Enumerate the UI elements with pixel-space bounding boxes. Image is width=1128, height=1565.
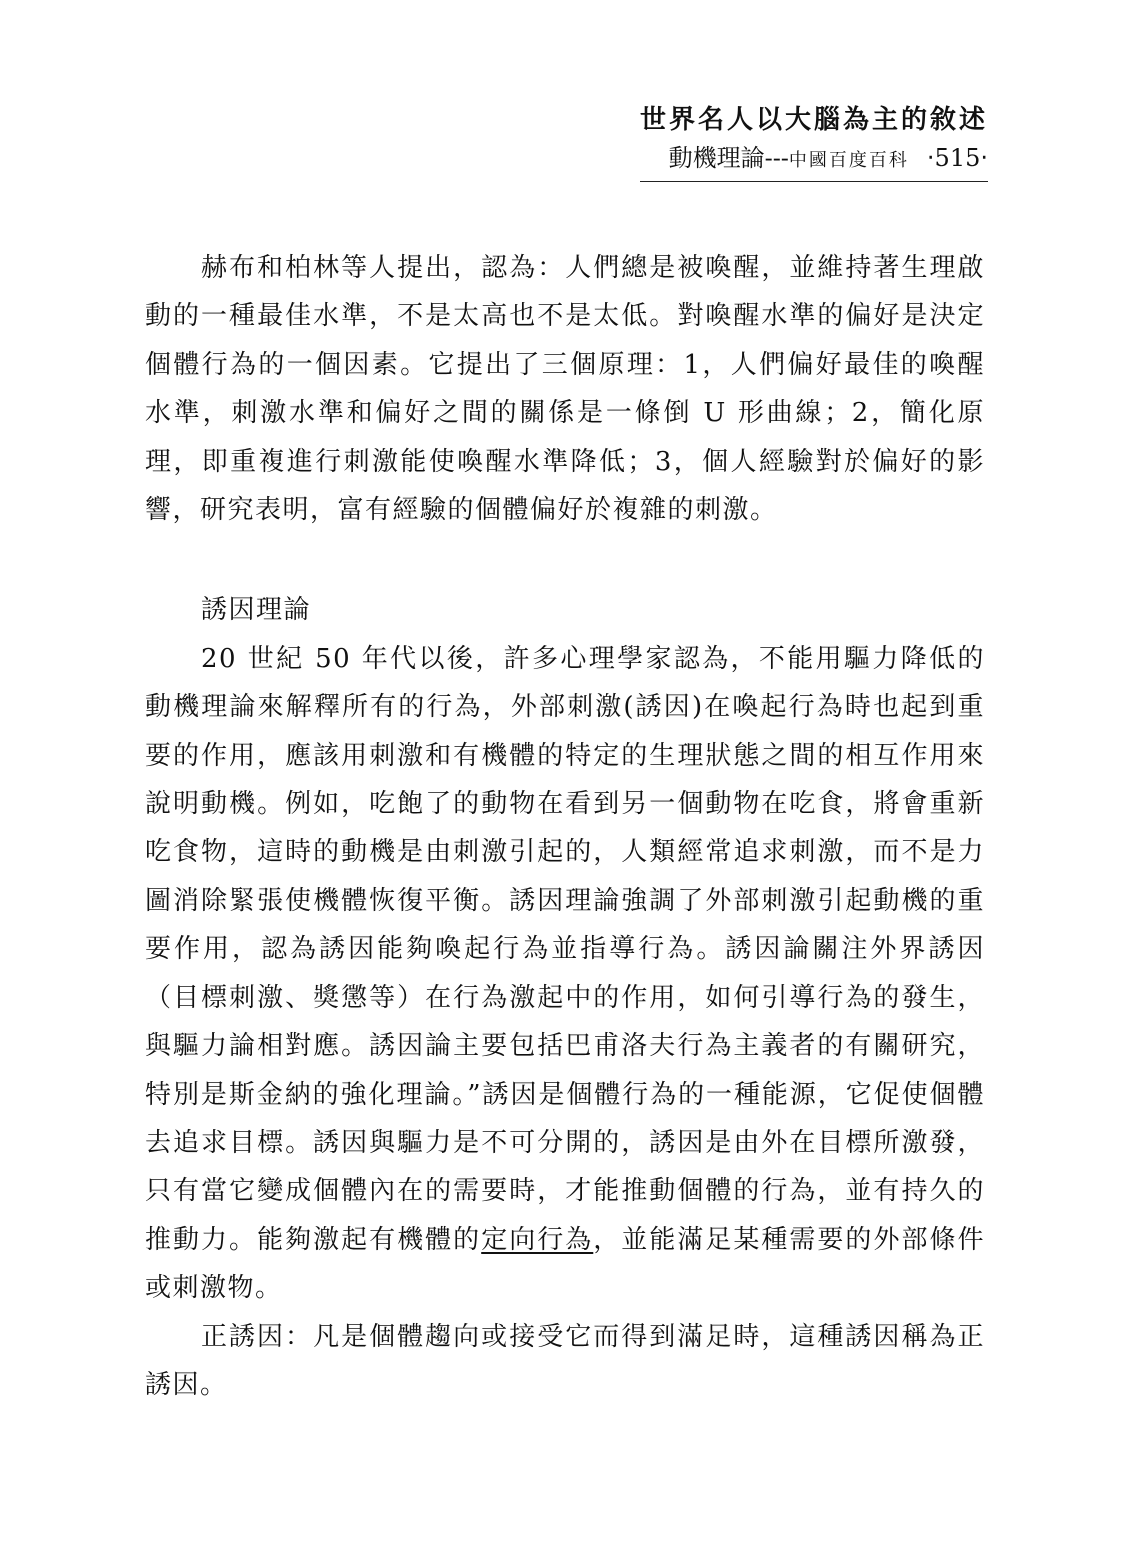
chapter-line — [640, 140, 988, 182]
page-body — [145, 244, 985, 1409]
page-header — [640, 100, 988, 182]
chapter-source: 中國百度百科 — [788, 150, 909, 171]
page-number: ‧515‧ — [926, 144, 988, 172]
paragraph-text-1: 20 世紀 50 年代以後，許多心理學家認為，不能用驅力降低的動機理論來解釋所有的行為，外部刺激(誘因)在喚起行為時也起到重要的作用，應該用刺激和有機體的特定的生理狀態之間的相互作用來說明動機。例如，吃飽了的動物在看到另一個動物在吃食，將會重新吃食物，這時的動機是由刺激引起的，人類經常追求刺激，而不是力圖消除緊張使機體恢復平衡。誘因理論強調了外部刺激引起動機的重要作用，認為誘因能夠喚起行為並指導行為。誘因論關注外界誘因（目標刺激、獎懲等）在行為激起中的作用，如何引導行為的發生，與驅力論相對應。誘因論主要包括巴甫洛夫行為主義者的有關研究，特別是斯金納的強化理論。”誘因是個體行為的一種能源，它促使個體去追求目標。誘因與驅力是不可分開的，誘因是由外在目標所激發，只有當它變成個體內在的需要時，才能推動個體的行為，並有持久的推動力。能夠激起有機體的 — [145, 643, 985, 1255]
paragraph-text-2: ，並能滿足某種需要的外部條件或刺激物。 — [145, 1224, 985, 1304]
directed-behavior-link[interactable]: 定向行為 — [481, 1224, 594, 1255]
section-heading: 誘因理論 — [201, 595, 312, 626]
book-title: 世界名人以大腦為主的敘述 — [639, 105, 988, 135]
chapter-title: 動機理論--- — [668, 144, 789, 172]
paragraph-positive-incentive: 正誘因：凡是個體趨向或接受它而得到滿足時，這種誘因稱為正誘因。 — [145, 1321, 985, 1400]
paragraph-incentive-theory — [145, 635, 985, 1313]
paragraph-arousal: 赫布和柏林等人提出，認為：人們總是被喚醒，並維持著生理啟動的一種最佳水準，不是太高也不是太低。對喚醒水準的偏好是決定個體行為的一個因素。它提出了三個原理：1，人們偏好最佳的喚醒水準，刺激水準和偏好之間的關係是一條倒 U 形曲線；2，簡化原理，即重複進行刺激能使喚醒水準降低；3，個人經驗對於偏好的影響，研究表明，富有經驗的個體偏好於複雜的刺激。 — [145, 253, 985, 526]
